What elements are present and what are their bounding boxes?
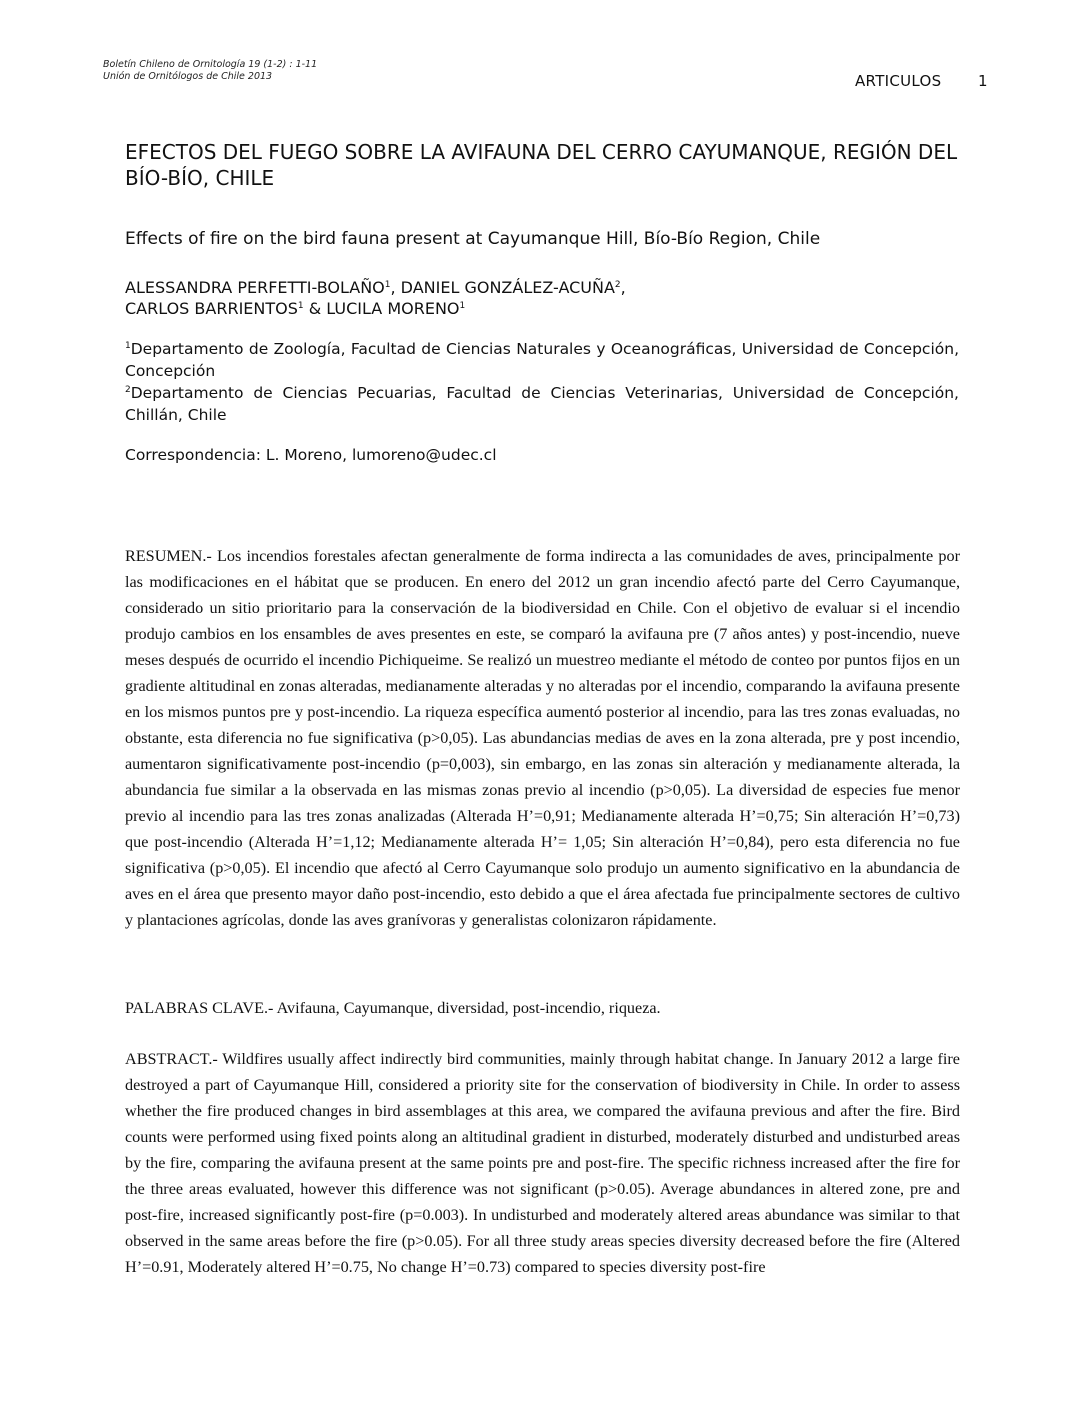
- affiliation-mark: 1: [125, 341, 131, 351]
- author-name: DANIEL GONZÁLEZ-ACUÑA: [400, 278, 615, 297]
- author-name: ALESSANDRA PERFETTI-BOLAÑO: [125, 278, 385, 297]
- author-line-2: [125, 298, 965, 319]
- affiliation-item: [125, 338, 959, 382]
- affiliation-text: Departamento de Zoología, Facultad de Ciencias Naturales y Oceanográficas, Universidad de Concepción, Concepción: [125, 340, 959, 380]
- abstract-paragraph: ABSTRACT.- Wildfires usually affect indirectly bird communities, mainly through habitat change. In January 2012 a large fire destroyed a part of Cayumanque Hill, considered a priority site for the conservation of biodiversity in Chile. In order to assess whether the fire produced changes in bird assemblages at this area, we compared the avifauna previous and after the fire. Bird counts were performed using fixed points along an altitudinal gradient in disturbed, moderately disturbed and undisturbed areas by the fire, comparing the avifauna present at the same points pre and post-fire. The specific richness increased after the fire for the three areas evaluated, however this difference was not significant (p>0.05). Average abundances in altered zone, pre and post-fire, increased significantly post-fire (p=0.003). In undisturbed and moderately altered areas abundance was similar to that observed in the same areas before the fire (p>0.05). For all three study areas species diversity decreased before the fire (Altered H’=0.91, Moderately altered H’=0.75, No change H’=0.73) compared to species diversity post-fire: [125, 1050, 960, 1276]
- journal-publisher: Unión de Ornitólogos de Chile 2013: [103, 71, 273, 82]
- author-affiliation-mark: 1: [459, 301, 466, 311]
- author-affiliation-mark: 1: [297, 301, 304, 311]
- article-subtitle: Effects of fire on the bird fauna present at Cayumanque Hill, Bío-Bío Region, Chile: [125, 229, 821, 249]
- author-list: [125, 277, 965, 319]
- resumen-paragraph: RESUMEN.- Los incendios forestales afectan generalmente de forma indirecta a las comunidades de aves, principalmente por las modificaciones en el hábitat que se producen. En enero del 2012 un gran incendio afectó parte del Cerro Cayumanque, considerado un sitio prioritario para la conservación de la biodiversidad en Chile. Con el objetivo de evaluar si el incendio produjo cambios en los ensambles de aves presentes en este, se comparó la avifauna pre (7 años antes) y post-incendio, nueve meses después de ocurrido el incendio Pichiqueime. Se realizó un muestreo mediante el método de conteo por puntos fijos en un gradiente altitudinal en zonas alteradas, medianamente alteradas y no alteradas por el incendio, comparando la avifauna presente en los mismos puntos pre y post-incendio. La riqueza específica aumentó posterior al incendio, para las tres zonas evaluadas, no obstante, esta diferencia no fue significativa (p>0,05). Las abundancias medias de aves en la zona alterada, pre y post incendio, aumentaron significativamente post-incendio (p=0,003), sin embargo, en las zonas sin alteración y medianamente alterada, la abundancia fue similar a la observada en las mismas zonas previo al incendio (p>0,05). La diversidad de especies fue menor previo al incendio para las tres zonas analizadas (Alterada H’=0,91; Medianamente alterada H’=0,75; Sin alteración H’=0,73) que post-incendio (Alterada H’=1,12; Medianamente alterada H’= 1,05; Sin alteración H’=0,84), pero esta diferencia no fue significativa (p>0,05). El incendio que afectó al Cerro Cayumanque solo produjo un aumento significativo en la abundancia de aves en el área que presento mayor daño post-incendio, esto debido a que el área afectada fue principalmente sectores de cultivo y plantaciones agrícolas, donde las aves granívoras y generalistas colonizaron rápidamente.: [125, 547, 960, 929]
- journal-info: [103, 59, 317, 83]
- author-separator: &: [303, 299, 327, 318]
- author-line-1: [125, 277, 965, 298]
- correspondence: Correspondencia: L. Moreno, lumoreno@udec.cl: [125, 446, 497, 464]
- affiliation-item: [125, 382, 959, 426]
- affiliations: [125, 338, 959, 426]
- page-number: 1: [978, 72, 988, 90]
- author-name: LUCILA MORENO: [326, 299, 460, 318]
- author-name: CARLOS BARRIENTOS: [125, 299, 298, 318]
- author-separator: ,: [390, 278, 401, 297]
- article-title: EFECTOS DEL FUEGO SOBRE LA AVIFAUNA DEL CERRO CAYUMANQUE, REGIÓN DEL BÍO-BÍO, CHILE: [125, 140, 958, 190]
- affiliation-mark: 2: [125, 385, 131, 395]
- journal-citation: Boletín Chileno de Ornitología 19 (1-2) : 1-11: [103, 59, 318, 70]
- keywords-paragraph: PALABRAS CLAVE.- Avifauna, Cayumanque, diversidad, post-incendio, riqueza.: [125, 999, 661, 1017]
- author-affiliation-mark: 2: [614, 280, 621, 290]
- author-separator: ,: [620, 278, 626, 297]
- section-label: ARTICULOS: [855, 72, 942, 90]
- affiliation-text: Departamento de Ciencias Pecuarias, Facultad de Ciencias Veterinarias, Universidad de Concepción, Chillán, Chile: [125, 384, 959, 424]
- author-affiliation-mark: 1: [384, 280, 391, 290]
